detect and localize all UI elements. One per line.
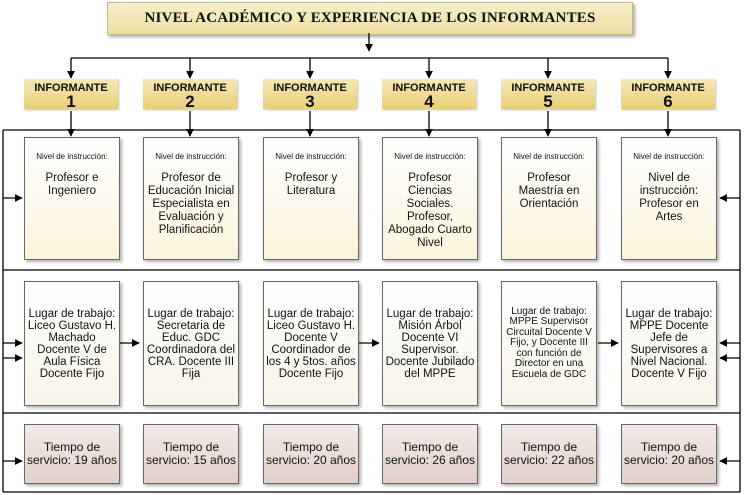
workplace-text: Lugar de trabajo: MPPE Docente Jefe de Supervisores a Nivel Nacional. Docente V Fijo xyxy=(625,307,713,380)
informant-2-workplace-box xyxy=(143,281,239,406)
informant-6-workplace-box xyxy=(621,281,717,406)
service-time-text: Tiempo de servicio: 15 años xyxy=(145,440,237,467)
education-label: Nivel de instrucción: xyxy=(275,152,347,161)
informant-3-header xyxy=(263,79,357,109)
service-time-text: Tiempo de servicio: 20 años xyxy=(265,440,357,467)
education-label: Nivel de instrucción: xyxy=(36,152,108,161)
service-time-text: Tiempo de servicio: 19 años xyxy=(26,440,118,467)
education-text: Profesor Maestría en Orientación xyxy=(518,172,580,210)
informant-5-workplace-box xyxy=(501,281,597,406)
education-label: Nivel de instrucción: xyxy=(155,152,227,161)
service-time-text: Tiempo de servicio: 22 años xyxy=(503,440,595,467)
informant-3-workplace-box xyxy=(263,281,359,406)
informant-4-service-box xyxy=(382,424,478,484)
service-time-text: Tiempo de servicio: 20 años xyxy=(623,440,715,467)
informant-number: 4 xyxy=(424,92,434,111)
education-text: Nivel de instrucción: Profesor en Artes xyxy=(639,172,699,223)
informant-number: 6 xyxy=(663,92,673,111)
informant-5-service-box xyxy=(501,424,597,484)
informant-6-education-box xyxy=(621,137,717,260)
informant-6-header xyxy=(621,79,715,109)
workplace-text: Lugar de trabajo: Secretaria de Educ. GDC Coordinadora del CRA. Docente III Fija xyxy=(146,307,236,380)
informant-5-education-box xyxy=(501,137,597,260)
education-label: Nivel de instrucción: xyxy=(513,152,585,161)
diagram-title: NIVEL ACADÉMICO Y EXPERIENCIA DE LOS INFORMANTES xyxy=(107,2,633,35)
informant-4-workplace-box xyxy=(382,281,478,406)
informant-label: INFORMANTE xyxy=(153,82,227,94)
informant-2-header xyxy=(143,79,237,109)
workplace-text: Lugar de trabajo: MPPE Supervisor Circuital Docente V Fijo, y Docente III con función de Director en una Escuela de GDC xyxy=(506,305,592,380)
workplace-text: Lugar de trabajo: Liceo Gustavo H. Machado Docente V de Aula Física Docente Fijo xyxy=(27,307,117,380)
informant-label: INFORMANTE xyxy=(392,82,466,94)
informant-1-service-box xyxy=(24,424,120,484)
education-text: Profesor y Literatura xyxy=(284,172,338,197)
informant-3-education-box xyxy=(263,137,359,260)
education-label: Nivel de instrucción: xyxy=(394,152,466,161)
workplace-text: Lugar de trabajo: Liceo Gustavo H. Docente V Coordinador de los 4 y 5tos. años Docente Fijo xyxy=(266,307,356,380)
informant-2-education-box xyxy=(143,137,239,260)
informant-1-workplace-box xyxy=(24,281,120,406)
education-label: Nivel de instrucción: xyxy=(633,152,705,161)
education-text: Profesor Ciencias Sociales. Profesor, Abogado Cuarto Nivel xyxy=(388,172,472,249)
informant-1-education-box xyxy=(24,137,120,260)
education-text: Profesor e Ingeniero xyxy=(45,172,99,197)
informant-label: INFORMANTE xyxy=(631,82,705,94)
informant-number: 3 xyxy=(305,92,315,111)
informant-4-header xyxy=(382,79,476,109)
informant-label: INFORMANTE xyxy=(273,82,347,94)
workplace-text: Lugar de trabajo: Misión Árbol Docente VI Supervisor. Docente Jubilado del MPPE xyxy=(385,307,475,380)
education-text: Profesor de Educación Inicial Especialista en Evaluación y Planificación xyxy=(147,172,235,236)
informant-number: 2 xyxy=(185,92,195,111)
service-time-text: Tiempo de servicio: 26 años xyxy=(384,440,476,467)
informant-label: INFORMANTE xyxy=(511,82,585,94)
informant-6-service-box xyxy=(621,424,717,484)
informant-2-service-box xyxy=(143,424,239,484)
informant-label: INFORMANTE xyxy=(34,82,108,94)
informant-4-education-box xyxy=(382,137,478,260)
informant-3-service-box xyxy=(263,424,359,484)
informant-5-header xyxy=(501,79,595,109)
informant-number: 1 xyxy=(66,92,76,111)
informant-number: 5 xyxy=(543,92,553,111)
informant-1-header xyxy=(24,79,118,109)
